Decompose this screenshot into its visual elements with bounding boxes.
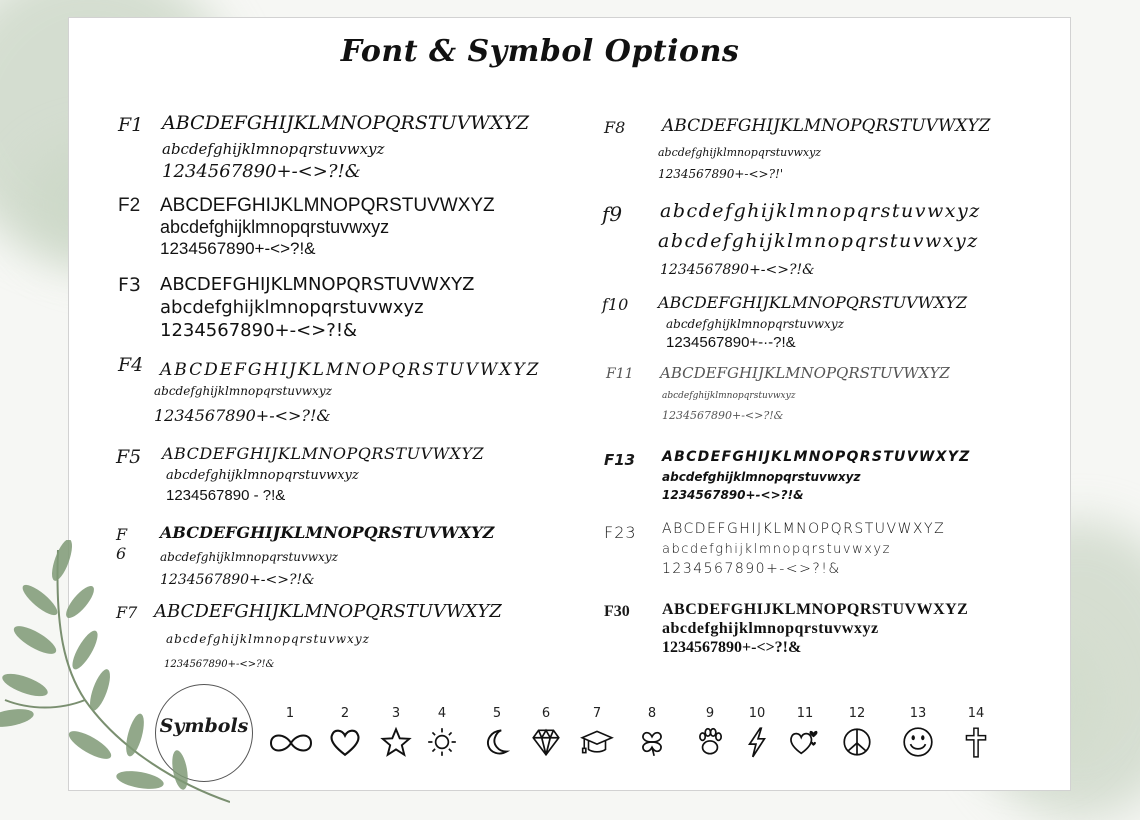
symbol-option-1[interactable]	[267, 706, 313, 761]
font-code: F30	[604, 603, 630, 620]
uppercase-sample: ABCDEFGHIJKLMNOPQRSTUVWXYZ	[154, 601, 502, 622]
lowercase-sample: abcdefghijklmnopqrstuvwxyz	[658, 230, 979, 252]
symbol-option-2[interactable]	[322, 706, 368, 761]
digits-sample: 1234567890+-<>?!&	[662, 488, 804, 502]
lowercase-sample: abcdefghijklmnopqrstuvwxyz	[160, 217, 390, 237]
symbol-number: 13	[909, 706, 927, 721]
symbols-label: Symbols	[159, 715, 249, 737]
font-code: F1	[118, 114, 144, 136]
digits-sample: 1234567890+-<>?!&	[164, 659, 275, 670]
hearts-icon	[782, 725, 828, 761]
leaf-branch-decoration	[0, 540, 230, 809]
symbol-number: 2	[340, 706, 350, 721]
symbol-option-11[interactable]	[782, 706, 828, 761]
symbol-option-7[interactable]	[574, 706, 620, 761]
lowercase-sample: abcdefghijklmnopqrstuvwxyz	[162, 140, 385, 158]
uppercase-sample: ABCDEFGHIJKLMNOPQRSTUVWXYZ	[160, 523, 495, 542]
moon-icon	[474, 725, 520, 761]
smiley-icon	[895, 725, 941, 761]
font-code: f10	[602, 295, 629, 314]
lowercase-sample: abcdefghijklmnopqrstuvwxyz	[166, 468, 359, 483]
star-icon	[373, 725, 419, 761]
digits-sample: 1234567890+-<>?!'	[658, 167, 784, 181]
font-code: F 6	[116, 525, 128, 563]
symbol-number: 10	[748, 706, 766, 721]
paw-icon	[687, 725, 733, 761]
uppercase-sample: ABCDEFGHIJKLMNOPQRSTUVWXYZ	[662, 116, 991, 136]
lowercase-sample: abcdefghijklmnopqrstuvwxyz	[662, 620, 879, 637]
digits-sample: 1234567890+-<>?!&	[162, 161, 361, 182]
uppercase-sample: ABCDEFGHIJKLMNOPQRSTUVWXYZ	[662, 601, 969, 618]
digits-sample: 1234567890+-<>?!&	[662, 561, 841, 577]
digits-sample: 1234567890+-·-?!&	[666, 334, 796, 351]
symbol-number: 8	[647, 706, 657, 721]
symbol-option-10[interactable]	[734, 706, 780, 761]
lowercase-sample: abcdefghijklmnopqrstuvwxyz	[160, 550, 338, 564]
page-title: Font & Symbol Options	[340, 34, 740, 69]
font-code: F23	[604, 523, 637, 542]
font-code: F11	[606, 366, 634, 382]
symbol-option-13[interactable]	[895, 706, 941, 761]
symbol-number: 11	[796, 706, 814, 721]
uppercase-sample: ABCDEFGHIJKLMNOPQRSTUVWXYZ	[660, 364, 950, 382]
uppercase-sample: ABCDEFGHIJKLMNOPQRSTUVWXYZ	[662, 449, 971, 465]
uppercase-sample: ABCDEFGHIJKLMNOPQRSTUVWXYZ	[662, 521, 946, 537]
clover-icon	[629, 725, 675, 761]
diamond-icon	[523, 725, 569, 761]
symbol-number: 7	[592, 706, 602, 721]
lowercase-sample: abcdefghijklmnopqrstuvwxyz	[662, 391, 796, 401]
sun-icon	[419, 725, 465, 761]
digits-sample: 1234567890+-<>?!&	[662, 409, 784, 422]
symbol-number: 12	[848, 706, 866, 721]
lowercase-sample: abcdefghijklmnopqrstuvwxyz	[662, 470, 861, 484]
font-code: F13	[604, 451, 636, 469]
lowercase-sample: abcdefghijklmnopqrstuvwxyz	[662, 542, 891, 557]
digits-sample: 1234567890+-<>?!&	[154, 406, 331, 425]
font-code: F5	[116, 446, 142, 468]
symbol-option-14[interactable]	[953, 706, 999, 761]
heart-icon	[322, 725, 368, 761]
symbol-number: 6	[541, 706, 551, 721]
lowercase-sample: abcdefghijklmnopqrstuvwxyz	[154, 384, 332, 398]
symbol-option-4[interactable]	[419, 706, 465, 761]
digits-sample: 1234567890 - ?!&	[166, 487, 286, 504]
lowercase-sample: abcdefghijklmnopqrstuvwxyz	[666, 317, 844, 331]
cross-icon	[953, 725, 999, 761]
font-code: F3	[118, 274, 142, 296]
infinity-icon	[267, 725, 313, 761]
lowercase-sample: abcdefghijklmnopqrstuvwxyz	[160, 297, 424, 318]
font-code: F8	[604, 118, 626, 137]
uppercase-sample: ABCDEFGHIJKLMNOPQRSTUVWXYZ	[162, 444, 485, 463]
uppercase-sample: ABCDEFGHIJKLMNOPQRSTUVWXYZ	[162, 112, 530, 134]
symbol-number: 1	[285, 706, 295, 721]
digits-sample: 1234567890+-<>?!&	[660, 262, 815, 278]
digits-sample: 1234567890+-<>?!&	[160, 572, 315, 588]
font-code: F7	[116, 603, 138, 622]
graduation-cap-icon	[574, 725, 620, 761]
symbol-option-3[interactable]	[373, 706, 419, 761]
symbol-number: 14	[967, 706, 985, 721]
symbol-number: 4	[437, 706, 447, 721]
uppercase-sample: ABCDEFGHIJKLMNOPQRSTUVWXYZ	[160, 360, 541, 380]
font-code: f9	[602, 202, 623, 226]
digits-sample: 1234567890+-<>?!&	[160, 320, 358, 341]
font-code: F4	[118, 354, 144, 376]
symbol-option-8[interactable]	[629, 706, 675, 761]
uppercase-sample: ABCDEFGHIJKLMNOPQRSTUVWXYZ	[160, 195, 495, 216]
symbol-option-5[interactable]	[474, 706, 520, 761]
symbol-option-12[interactable]	[834, 706, 880, 761]
symbol-number: 9	[705, 706, 715, 721]
symbol-number: 3	[391, 706, 401, 721]
uppercase-sample: abcdefghijklmnopqrstuvwxyz	[660, 200, 981, 222]
peace-icon	[834, 725, 880, 761]
font-code: F2	[118, 195, 141, 216]
lowercase-sample: abcdefghijklmnopqrstuvwxyz	[658, 146, 822, 159]
symbol-number: 5	[492, 706, 502, 721]
digits-sample: 1234567890+-<>?!&	[662, 639, 802, 656]
uppercase-sample: ABCDEFGHIJKLMNOPQRSTUVWXYZ	[658, 293, 968, 312]
digits-sample: 1234567890+-<>?!&	[160, 239, 316, 258]
symbol-option-6[interactable]	[523, 706, 569, 761]
lightning-icon	[734, 725, 780, 761]
uppercase-sample: ABCDEFGHIJKLMNOPQRSTUVWXYZ	[160, 274, 475, 295]
symbol-option-9[interactable]	[687, 706, 733, 761]
lowercase-sample: abcdefghijklmnopqrstuvwxyz	[166, 632, 370, 646]
